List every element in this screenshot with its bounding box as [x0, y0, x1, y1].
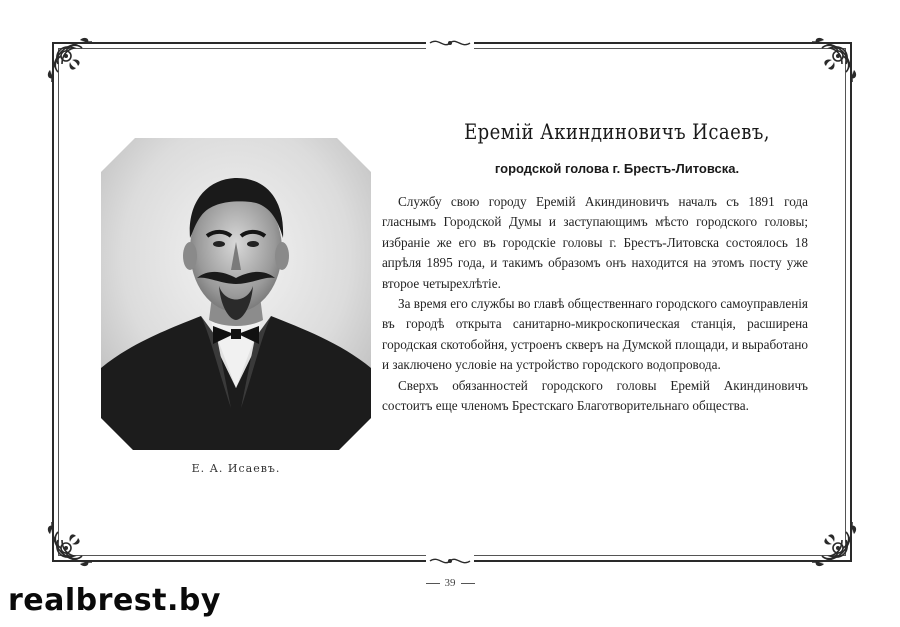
page-subtitle: городской голова г. Брестъ-Литовска.	[494, 161, 740, 176]
biography-text	[382, 192, 808, 416]
paragraph: Службу свою городу Еремій Акиндиновичъ началъ съ 1891 года гласнымъ Городской Думы и заступающимъ мѣсто городского головы; избраніе же его въ городскіе головы г. Брестъ-Литовска состоялось 18 апрѣля 1895 года, и такимъ образомъ онъ находится на этомъ посту уже второе четырехлѣтіе.	[382, 194, 808, 291]
page-number	[400, 577, 500, 589]
floral-corner-ornament-icon	[804, 514, 860, 570]
dash-left	[426, 583, 440, 584]
paragraph: За время его службы во главѣ общественнаго городского самоуправленія въ городѣ открыта санитарно-микроскопическая станція, расширена городская скотобойня, устроенъ скверъ на Думской площади, и выработано и заключено условіе на устройство городского водопровода.	[382, 296, 809, 373]
dash-right	[461, 583, 475, 584]
floral-corner-ornament-icon	[44, 514, 100, 570]
site-watermark: realbrest.by	[8, 583, 221, 618]
page-title: Еремій Акиндиновичъ Исаевъ,	[464, 120, 770, 144]
portrait-photo	[101, 138, 371, 450]
floral-corner-ornament-icon	[804, 34, 860, 90]
portrait-caption: Е. А. Исаевъ.	[191, 462, 281, 475]
frame-center-ornament-icon	[426, 555, 474, 567]
frame-center-ornament-icon	[426, 37, 474, 49]
paragraph: Сверхъ обязанностей городского головы Еремій Акиндиновичъ состоитъ еще членомъ Брестскаго Благотворительнаго общества.	[382, 377, 808, 414]
page-number-value: 39	[444, 577, 456, 589]
floral-corner-ornament-icon	[44, 34, 100, 90]
